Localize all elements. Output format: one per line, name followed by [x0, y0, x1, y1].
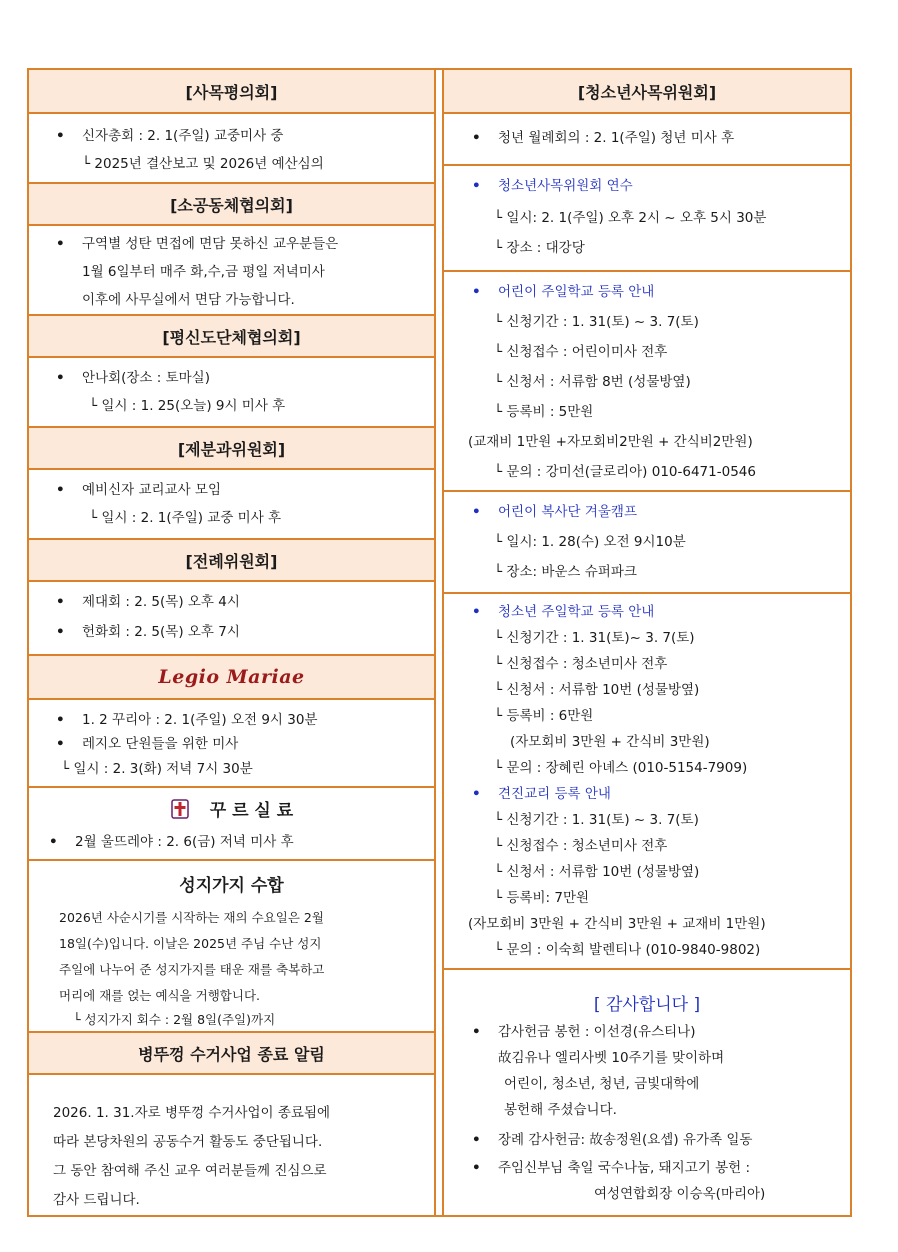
thanks-item-1-line-1: 故김유나 엘리사벳 10주기를 맞이하며	[498, 1050, 725, 1066]
cursillo-section	[29, 788, 434, 861]
legio-item-1: • 1. 2 꾸리아 : 2. 1(주일) 오전 9시 30분	[82, 714, 318, 728]
laity-council-title: [평신도단체협의회]	[162, 327, 301, 347]
laity-council-section	[29, 358, 434, 428]
training-line-2: └ 장소 : 대강당	[494, 240, 585, 256]
pastoral-council-header	[29, 70, 434, 114]
bottle-cap-body	[53, 1099, 330, 1215]
liturgy-title: [전례위원회]	[185, 551, 278, 571]
cursillo-heading	[29, 796, 434, 824]
altar-camp-section	[444, 492, 850, 594]
liturgy-section	[29, 582, 434, 656]
training-line-1: └ 일시: 2. 1(주일) 오후 2시 ~ 오후 5시 30분	[494, 210, 767, 226]
teen-school-line-2: └ 신청접수 : 청소년미사 전후	[494, 656, 668, 672]
thanks-section	[444, 970, 850, 1219]
bottle-cap-section	[29, 1075, 434, 1215]
palm-line-5: └ 성지가지 회수 : 2월 8일(주일)까지	[73, 1012, 276, 1027]
altar-camp-line-1: └ 일시: 1. 28(수) 오전 9시10분	[494, 534, 686, 550]
bulletin-frame	[27, 68, 852, 1217]
confirmation-line-1: └ 신청기간 : 1. 31(토) ~ 3. 7(토)	[494, 812, 699, 828]
teen-school-line-3: └ 신청서 : 서류함 10번 (성물방옆)	[494, 682, 700, 698]
teen-school-line-1: └ 신청기간 : 1. 31(토)~ 3. 7(토)	[494, 630, 695, 646]
teen-school-line-5: (자모회비 3만원 + 간식비 3만원)	[510, 734, 710, 750]
small-community-header	[29, 184, 434, 226]
palm-title: 성지가지 수합	[179, 876, 284, 896]
legio-title: Legio Mariae	[158, 666, 305, 688]
children-school-section	[444, 272, 850, 492]
thanks-item-1: • 감사헌금 봉헌 : 이선경(유스티나)	[498, 1026, 696, 1040]
bottle-line-2: 따라 본당차원의 공동수거 활동도 중단됩니다.	[53, 1134, 323, 1150]
small-community-line-3: 이후에 사무실에서 면담 가능합니다.	[82, 292, 295, 308]
committee-title: [제분과위원회]	[177, 439, 286, 459]
youth-title: [청소년사목위원회]	[577, 82, 717, 102]
legio-subitem: └ 일시 : 2. 3(화) 저녁 7시 30분	[61, 761, 253, 777]
laity-item: • 안나회(장소 : 토마실)	[82, 372, 210, 386]
confirmation-line-4: └ 등록비: 7만원	[494, 890, 590, 906]
children-school-line-6: └ 문의 : 강미선(글로리아) 010-6471-0546	[494, 464, 756, 480]
youth-section	[444, 114, 850, 166]
laity-subitem: └ 일시 : 1. 25(오늘) 9시 미사 후	[89, 398, 286, 414]
thanks-item-3-line: 여성연합회장 이승옥(마리아)	[594, 1186, 766, 1202]
small-community-line-2: 1월 6일부터 매주 화,수,금 평일 저녁미사	[82, 264, 325, 280]
cursillo-cross-icon	[170, 799, 190, 824]
committee-header	[29, 428, 434, 470]
liturgy-header	[29, 540, 434, 582]
confirmation-line-2: └ 신청접수 : 청소년미사 전후	[494, 838, 668, 854]
left-column	[29, 70, 436, 1215]
children-school-line-5: (교재비 1만원 +자모회비2만원 + 간식비2만원)	[468, 434, 753, 450]
liturgy-item-2: • 헌화회 : 2. 5(목) 오후 7시	[82, 626, 240, 640]
training-head: • 청소년사목위원회 연수	[498, 180, 633, 194]
palm-line-4: 머리에 재를 얹는 예식을 거행합니다.	[59, 988, 260, 1003]
bottle-cap-header	[29, 1033, 434, 1075]
children-school-line-2: └ 신청접수 : 어린이미사 전후	[494, 344, 668, 360]
thanks-item-1-line-2: 어린이, 청소년, 청년, 금빛대학에	[504, 1076, 700, 1092]
laity-council-header	[29, 316, 434, 358]
cursillo-title: 꾸 르 실 료	[209, 801, 294, 821]
altar-camp-head: • 어린이 복사단 겨울캠프	[498, 506, 637, 520]
thanks-title: [ 감사합니다 ]	[593, 995, 701, 1015]
teen-school-line-4: └ 등록비 : 6만원	[494, 708, 594, 724]
liturgy-item-1: • 제대회 : 2. 5(목) 오후 4시	[82, 596, 240, 610]
bottle-line-4: 감사 드립니다.	[53, 1192, 140, 1208]
pastoral-item: • 신자총회 : 2. 1(주일) 교중미사 중	[82, 130, 283, 144]
palm-section	[29, 861, 434, 1033]
confirmation-line-5: (자모회비 3만원 + 간식비 3만원 + 교재비 1만원)	[468, 916, 766, 932]
legio-header	[29, 656, 434, 700]
thanks-item-1-line-3: 봉헌해 주셨습니다.	[504, 1102, 617, 1118]
children-school-line-1: └ 신청기간 : 1. 31(토) ~ 3. 7(토)	[494, 314, 699, 330]
pastoral-subitem: └ 2025년 결산보고 및 2026년 예산심의	[82, 156, 324, 172]
committee-item: • 예비신자 교리교사 모임	[82, 484, 221, 498]
confirmation-line-6: └ 문의 : 이숙희 발렌티나 (010-9840-9802)	[494, 942, 761, 958]
legio-section	[29, 700, 434, 788]
bottle-line-3: 그 동안 참여해 주신 교우 여러분들께 진심으로	[53, 1163, 327, 1179]
cursillo-item: • 2월 울뜨레야 : 2. 6(금) 저녁 미사 후	[75, 836, 294, 850]
children-school-line-3: └ 신청서 : 서류함 8번 (성물방옆)	[494, 374, 691, 390]
teen-school-section	[444, 594, 850, 970]
thanks-item-3: • 주임신부님 축일 국수나눔, 돼지고기 봉헌 :	[498, 1162, 750, 1176]
youth-header	[444, 70, 850, 114]
pastoral-council-section	[29, 114, 434, 184]
palm-line-3: 주일에 나누어 준 성지가지를 태운 재를 축복하고	[59, 962, 325, 977]
confirmation-line-3: └ 신청서 : 서류함 10번 (성물방옆)	[494, 864, 700, 880]
small-community-line-1: • 구역별 성탄 면접에 면담 못하신 교우분들은	[82, 238, 338, 252]
bottle-line-1: 2026. 1. 31.자로 병뚜껑 수거사업이 종료됨에	[53, 1105, 331, 1121]
pastoral-council-title: [사목평의회]	[185, 82, 278, 102]
palm-body	[59, 905, 324, 1031]
youth-item: • 청년 월례회의 : 2. 1(주일) 청년 미사 후	[498, 132, 734, 146]
small-community-section	[29, 226, 434, 316]
training-section	[444, 166, 850, 272]
bottle-cap-title: 병뚜껑 수거사업 종료 알림	[138, 1044, 325, 1064]
legio-item-2: • 레지오 단원들을 위한 미사	[82, 738, 238, 752]
children-school-line-4: └ 등록비 : 5만원	[494, 404, 594, 420]
palm-line-2: 18일(수)입니다. 이날은 2025년 주님 수난 성지	[59, 936, 322, 951]
children-school-head: • 어린이 주일학교 등록 안내	[498, 286, 654, 300]
altar-camp-line-2: └ 장소: 바운스 슈퍼파크	[494, 564, 637, 580]
committee-subitem: └ 일시 : 2. 1(주일) 교중 미사 후	[89, 510, 282, 526]
small-community-title: [소공동체협의회]	[170, 195, 293, 215]
thanks-item-2: • 장례 감사헌금: 故송정원(요셉) 유가족 일동	[498, 1134, 752, 1148]
confirmation-head: • 견진교리 등록 안내	[498, 788, 611, 802]
right-column	[442, 70, 850, 1215]
palm-line-1: 2026년 사순시기를 시작하는 재의 수요일은 2월	[59, 910, 324, 925]
committee-section	[29, 470, 434, 540]
teen-school-head: • 청소년 주일학교 등록 안내	[498, 606, 654, 620]
teen-school-line-6: └ 문의 : 장혜린 아녜스 (010-5154-7909)	[494, 760, 748, 776]
